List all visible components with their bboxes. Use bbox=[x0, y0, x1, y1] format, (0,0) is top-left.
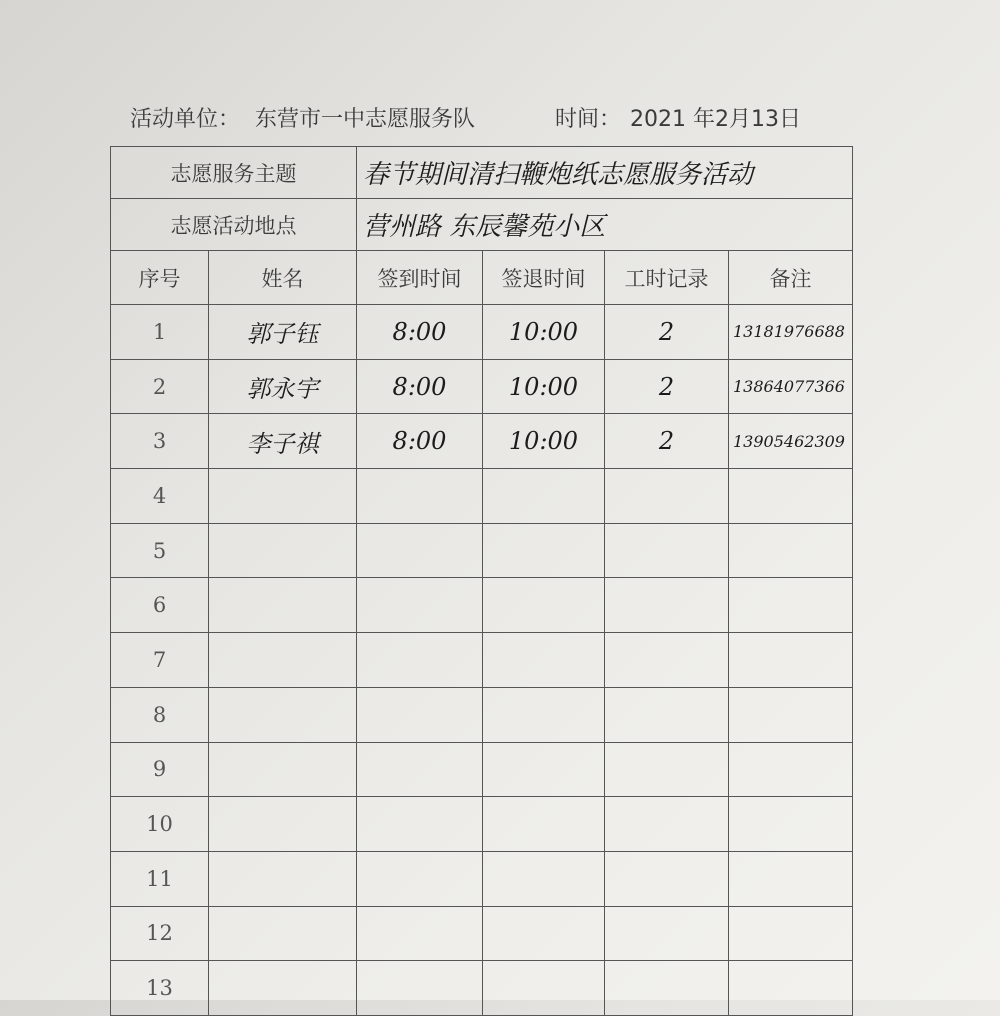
unit-label: 活动单位： bbox=[130, 107, 241, 132]
sign-out-time bbox=[483, 687, 605, 742]
sign-in-time bbox=[357, 687, 483, 742]
col-header-no: 序号 bbox=[111, 251, 209, 305]
note-phone bbox=[729, 523, 853, 578]
row-number: 3 bbox=[111, 414, 209, 469]
work-hours bbox=[605, 851, 729, 906]
location-value: 营州路 东辰馨苑小区 bbox=[357, 199, 853, 251]
table-row bbox=[111, 469, 853, 524]
work-hours: 2 bbox=[605, 359, 729, 414]
sign-in-time bbox=[357, 523, 483, 578]
sign-out-time bbox=[483, 961, 605, 1016]
row-number: 4 bbox=[111, 469, 209, 524]
sign-out-time: 10:00 bbox=[483, 305, 605, 360]
col-header-hours: 工时记录 bbox=[605, 251, 729, 305]
sign-out-time bbox=[483, 633, 605, 688]
work-hours bbox=[605, 687, 729, 742]
work-hours bbox=[605, 469, 729, 524]
theme-label: 志愿服务主题 bbox=[111, 147, 357, 199]
row-number: 2 bbox=[111, 359, 209, 414]
table-row bbox=[111, 961, 853, 1016]
column-header-row bbox=[111, 251, 853, 305]
table-row bbox=[111, 523, 853, 578]
table-row bbox=[111, 851, 853, 906]
note-phone bbox=[729, 578, 853, 633]
col-header-name: 姓名 bbox=[209, 251, 357, 305]
sign-out-time bbox=[483, 523, 605, 578]
row-number: 6 bbox=[111, 578, 209, 633]
sign-out-time bbox=[483, 469, 605, 524]
volunteer-name: 郭子钰 bbox=[209, 305, 357, 360]
table-row bbox=[111, 414, 853, 469]
work-hours bbox=[605, 742, 729, 797]
note-phone: 13905462309 bbox=[729, 414, 853, 469]
note-phone bbox=[729, 851, 853, 906]
sign-in-time: 8:00 bbox=[357, 414, 483, 469]
volunteer-name: 李子祺 bbox=[209, 414, 357, 469]
volunteer-name: 郭永宇 bbox=[209, 359, 357, 414]
work-hours bbox=[605, 578, 729, 633]
volunteer-name bbox=[209, 469, 357, 524]
col-header-note: 备注 bbox=[729, 251, 853, 305]
row-number: 12 bbox=[111, 906, 209, 961]
row-number: 5 bbox=[111, 523, 209, 578]
sheet-header bbox=[130, 102, 850, 142]
time-label: 时间： bbox=[555, 107, 622, 132]
table-row bbox=[111, 906, 853, 961]
table-row bbox=[111, 578, 853, 633]
work-hours: 2 bbox=[605, 414, 729, 469]
volunteer-name bbox=[209, 742, 357, 797]
note-phone: 13181976688 bbox=[729, 305, 853, 360]
row-number: 13 bbox=[111, 961, 209, 1016]
sign-in-time bbox=[357, 633, 483, 688]
theme-row bbox=[111, 147, 853, 199]
time-value: 2021 年2月13日 bbox=[630, 107, 801, 132]
location-row bbox=[111, 199, 853, 251]
sign-out-time: 10:00 bbox=[483, 359, 605, 414]
row-number: 10 bbox=[111, 797, 209, 852]
sign-in-time bbox=[357, 851, 483, 906]
note-phone bbox=[729, 906, 853, 961]
volunteer-name bbox=[209, 578, 357, 633]
work-hours bbox=[605, 633, 729, 688]
table-row bbox=[111, 742, 853, 797]
sign-in-time bbox=[357, 578, 483, 633]
table-row bbox=[111, 687, 853, 742]
note-phone bbox=[729, 469, 853, 524]
sign-in-time bbox=[357, 906, 483, 961]
note-phone bbox=[729, 633, 853, 688]
col-header-sign-out: 签退时间 bbox=[483, 251, 605, 305]
sign-in-time bbox=[357, 961, 483, 1016]
row-number: 7 bbox=[111, 633, 209, 688]
volunteer-name bbox=[209, 906, 357, 961]
row-number: 9 bbox=[111, 742, 209, 797]
sign-out-time bbox=[483, 797, 605, 852]
volunteer-name bbox=[209, 851, 357, 906]
sign-out-time bbox=[483, 851, 605, 906]
table-row bbox=[111, 797, 853, 852]
sign-out-time bbox=[483, 742, 605, 797]
work-hours bbox=[605, 523, 729, 578]
volunteer-name bbox=[209, 687, 357, 742]
work-hours bbox=[605, 906, 729, 961]
note-phone bbox=[729, 742, 853, 797]
sign-out-time bbox=[483, 578, 605, 633]
row-number: 1 bbox=[111, 305, 209, 360]
sign-out-time bbox=[483, 906, 605, 961]
volunteer-table bbox=[110, 146, 853, 1016]
work-hours bbox=[605, 797, 729, 852]
sign-out-time: 10:00 bbox=[483, 414, 605, 469]
sign-in-time bbox=[357, 742, 483, 797]
table-row bbox=[111, 359, 853, 414]
col-header-sign-in: 签到时间 bbox=[357, 251, 483, 305]
note-phone bbox=[729, 961, 853, 1016]
row-number: 8 bbox=[111, 687, 209, 742]
volunteer-name bbox=[209, 797, 357, 852]
sign-in-time bbox=[357, 469, 483, 524]
sign-in-time bbox=[357, 797, 483, 852]
table-row bbox=[111, 305, 853, 360]
work-hours bbox=[605, 961, 729, 1016]
table-row bbox=[111, 633, 853, 688]
sign-in-time: 8:00 bbox=[357, 305, 483, 360]
row-number: 11 bbox=[111, 851, 209, 906]
note-phone bbox=[729, 687, 853, 742]
volunteer-name bbox=[209, 961, 357, 1016]
volunteer-name bbox=[209, 633, 357, 688]
volunteer-name bbox=[209, 523, 357, 578]
unit-value: 东营市一中志愿服务队 bbox=[255, 107, 476, 132]
work-hours: 2 bbox=[605, 305, 729, 360]
note-phone bbox=[729, 797, 853, 852]
note-phone: 13864077366 bbox=[729, 359, 853, 414]
sign-in-time: 8:00 bbox=[357, 359, 483, 414]
location-label: 志愿活动地点 bbox=[111, 199, 357, 251]
theme-value: 春节期间清扫鞭炮纸志愿服务活动 bbox=[357, 147, 853, 199]
